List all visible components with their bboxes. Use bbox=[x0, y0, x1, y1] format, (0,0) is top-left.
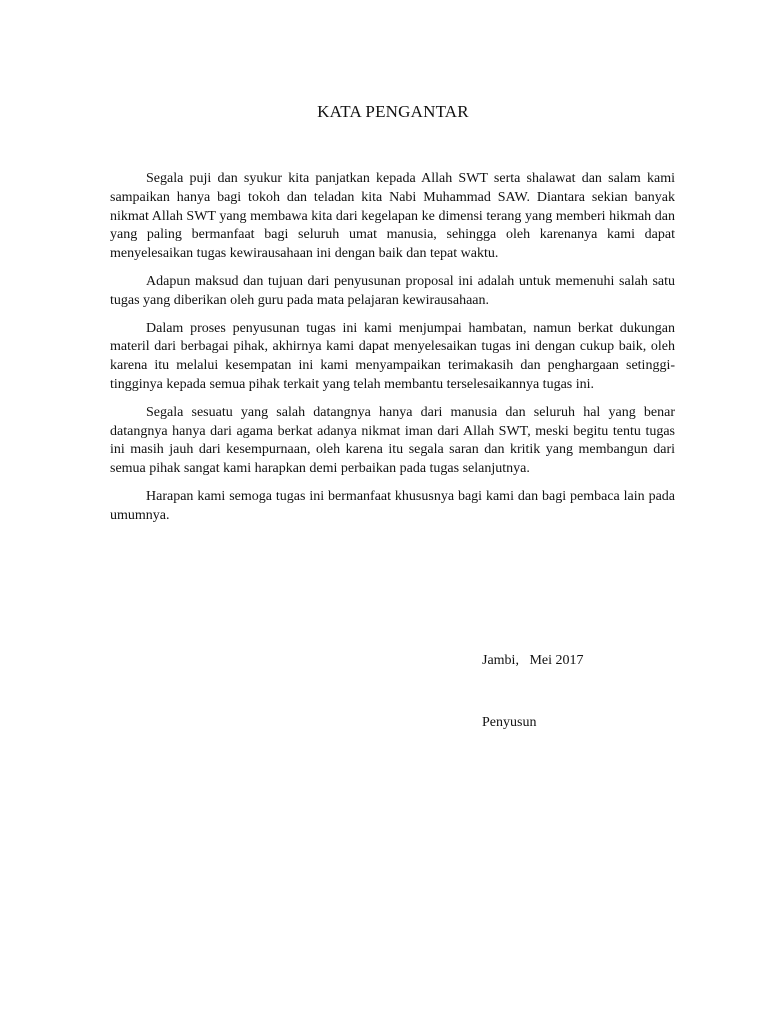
paragraph-purpose: Adapun maksud dan tujuan dari penyusunan proposal ini adalah untuk memenuhi salah satu tugas yang diberikan oleh guru pada mata pelajaran kewirausahaan. bbox=[110, 273, 675, 308]
paragraph-opening: Segala puji dan syukur kita panjatkan kepada Allah SWT serta shalawat dan salam kami sampaikan hanya bagi tokoh dan teladan kita Nabi Muhammad SAW. Diantara sekian banyak nikmat Allah SWT yang membawa kita dari kegelapan ke dimensi terang yang memberi hikmah dan yang paling bermanfaat bagi seluruh umat manusia, sehingga oleh karenanya kami dapat menyelesaikan tugas kewirausahaan ini dengan baik dan tepat waktu. bbox=[110, 171, 675, 262]
place-date: Jambi, Mei 2017 bbox=[482, 653, 584, 668]
document-title: KATA PENGANTAR bbox=[317, 102, 469, 121]
document-body bbox=[110, 170, 675, 535]
paragraph-hope: Harapan kami semoga tugas ini bermanfaat khususnya bagi kami dan bagi pembaca lain pada umumnya. bbox=[110, 488, 675, 523]
paragraph-criticism: Segala sesuatu yang salah datangnya hanya dari manusia dan seluruh hal yang benar datangnya hanya dari agama berkat adanya nikmat iman dari Allah SWT, meski begitu tentu tugas ini masih jauh dari kesempurnaan, oleh karena itu segala saran dan kritik yang membangun dari semua pihak sangat kami harapkan demi perbaikan pada tugas selanjutnya. bbox=[110, 404, 675, 477]
author-signature-label: Penyusun bbox=[482, 715, 537, 730]
paragraph-acknowledgement: Dalam proses penyusunan tugas ini kami menjumpai hambatan, namun berkat dukungan materil dari berbagai pihak, akhirnya kami dapat menyelesaikan tugas ini dengan cukup baik, oleh karena itu melalui kesempatan ini kami menyampaikan terimakasih dan penghargaan setinggi-tingginya kepada semua pihak terkait yang telah membantu terselesaikannya tugas ini. bbox=[110, 320, 675, 392]
